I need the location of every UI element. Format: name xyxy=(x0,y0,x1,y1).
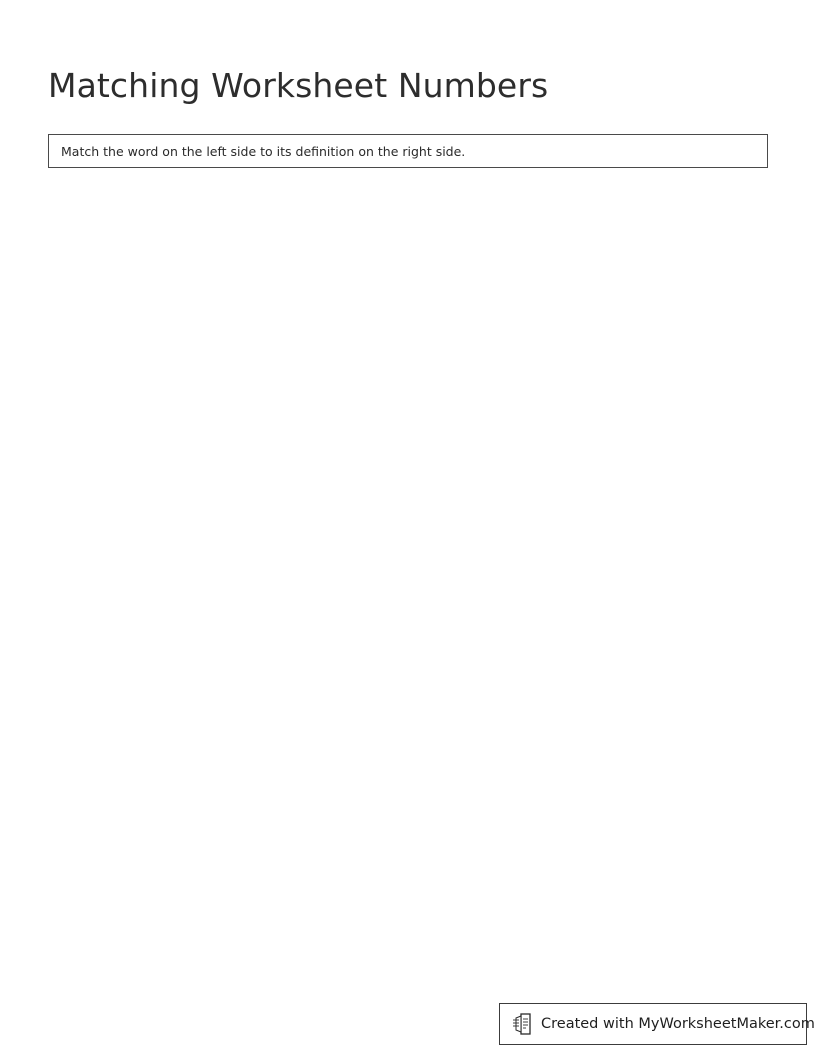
instructions-box xyxy=(48,134,768,168)
footer-credit-badge xyxy=(499,1003,815,1045)
worksheet-maker-logo-icon xyxy=(512,1012,534,1036)
matching-content-area xyxy=(48,190,768,950)
footer-credit-text: Created with MyWorksheetMaker.com xyxy=(541,1016,815,1032)
instructions-text: Match the word on the left side to its definition on the right side. xyxy=(61,143,466,159)
page-title: Matching Worksheet Numbers xyxy=(48,66,549,106)
